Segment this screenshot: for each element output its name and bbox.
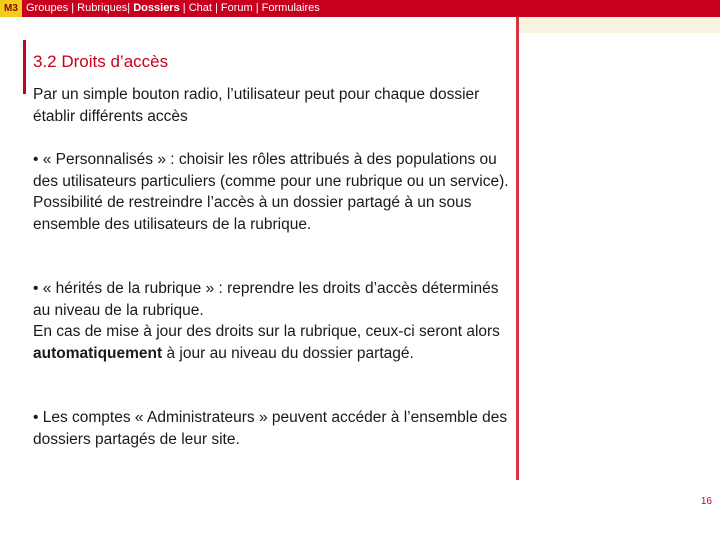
title-accent-line — [23, 40, 26, 94]
bullet-herites-text: • « hérités de la rubrique » : reprendre les droits d’accès déterminés au niveau de la rubrique. — [33, 280, 499, 319]
bullet-personnalises-text: • « Personnalisés » : choisir les rôles attribués à des populations ou des utilisateurs particuliers (comme pour une rubrique ou un service). — [33, 151, 509, 190]
bullet-herites-extra-b: à jour au niveau du dossier partagé. — [162, 344, 414, 362]
page-number: 16 — [700, 496, 712, 507]
bullet-herites-extra — [33, 321, 513, 364]
top-nav-bar — [0, 0, 720, 17]
intro-paragraph: Par un simple bouton radio, l’utilisateur peut pour chaque dossier établir différents accès — [33, 86, 480, 125]
nav-formulaires[interactable]: Formulaires — [261, 2, 320, 14]
nav-forum[interactable]: Forum | — [220, 2, 259, 14]
bullet-personnalises — [33, 149, 513, 235]
nav-rubriques[interactable]: Rubriques| — [77, 2, 131, 14]
nav-groupes[interactable]: Groupes | — [26, 2, 75, 14]
bullet-personnalises-extra: Possibilité de restreindre l’accès à un dossier partagé à un sous ensemble des utilisateurs de la rubrique. — [33, 194, 472, 233]
slide-title: 3.2 Droits d’accès — [33, 52, 169, 71]
nav-dossiers[interactable]: Dossiers — [133, 2, 180, 14]
header-accent-band — [519, 17, 720, 33]
nav-chat[interactable]: | Chat | — [182, 2, 218, 14]
top-nav — [26, 0, 320, 17]
bullet-herites-extra-bold: automatiquement — [33, 344, 163, 362]
bullet-administrateurs: • Les comptes « Administrateurs » peuvent accéder à l’ensemble des dossiers partagés de leur site. — [33, 409, 508, 448]
bullet-herites-extra-a: En cas de mise à jour des droits sur la rubrique, ceux-ci seront alors — [33, 323, 500, 340]
m3-logo: M3 — [0, 0, 22, 17]
bullet-herites — [33, 278, 513, 364]
content-divider — [516, 17, 519, 480]
